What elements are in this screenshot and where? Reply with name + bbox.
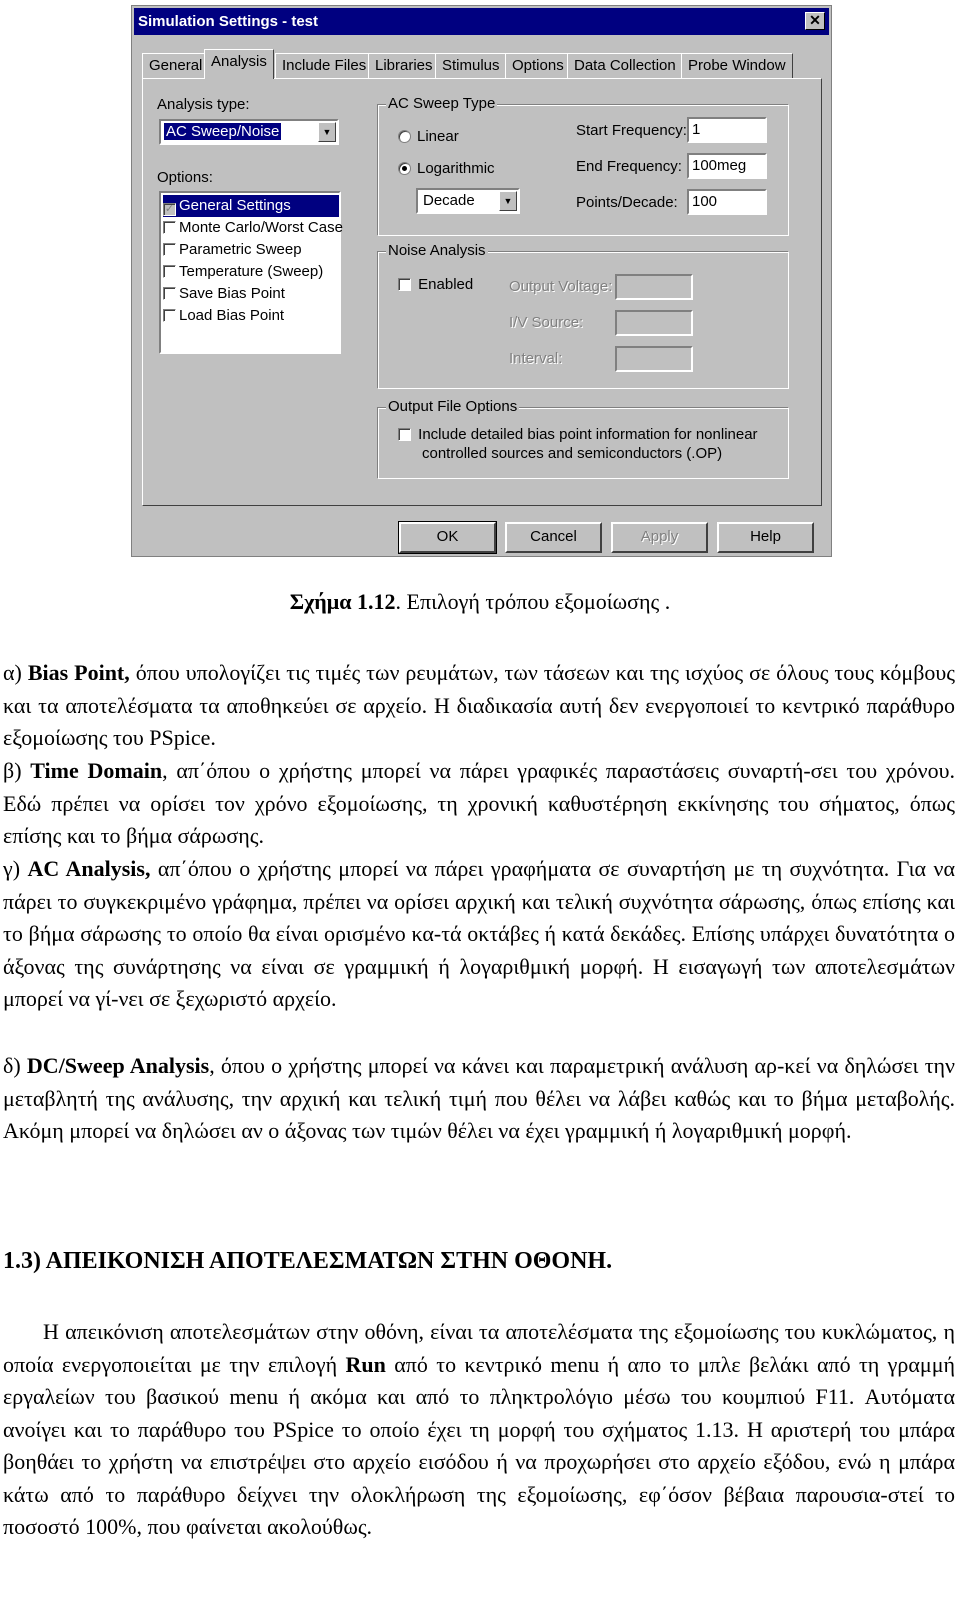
start-frequency-label: Start Frequency: bbox=[576, 122, 687, 139]
options-label: Options: bbox=[157, 169, 213, 186]
tab-include-files[interactable]: Include Files bbox=[275, 53, 373, 78]
paragraph-dc-sweep: δ) DC/Sweep Analysis, όπου ο χρήστης μπορεί να κάνει και παραμετρική ανάλυση αρ-κεί να δηλώσει την μεταβλητή της ανάλυσης, την αρχική και τελική τιμή που θέλει να λάβει καθώς και το βήμα μεταβολής. Ακόμη μπορεί να δηλώσει αν ο άξονας των τιμών θέλει να έχει γραμμική ή λογαριθμική μορφή. bbox=[3, 1053, 955, 1143]
output-voltage-label: Output Voltage: bbox=[509, 278, 613, 295]
interval-input[interactable] bbox=[615, 346, 693, 372]
analysis-type-label: Analysis type: bbox=[157, 96, 250, 113]
radio-logarithmic[interactable]: Logarithmic bbox=[398, 160, 495, 177]
interval-label: Interval: bbox=[509, 350, 563, 367]
paragraph-ac-analysis: γ) AC Analysis, απ΄όπου ο χρήστης μπορεί να πάρει γραφήματα σε συναρτήση με τη συχνότητα. Για να πάρει το συγκεκριμένο γράφημα, πρέπει να ορίσει αρχική και τελική συχνότητα σάρωσης, όπως επίσης και το βήμα σάρωσης το οποίο θα είναι ορισμένο κα-τά οκτάβες ή κατά δεκάδες. Επίσης υπάρχει δυνατότητα ο άξονας της συνάρτησης να είναι σε γραμμική ή λογαριθμική μορφή. Η εισαγωγή των αποτελεσμάτων μπορεί να γί-νει σε ξεχωριστό αρχείο. bbox=[3, 856, 955, 1011]
option-load-bias-point[interactable]: Load Bias Point bbox=[163, 305, 284, 327]
end-frequency-input[interactable]: 100meg bbox=[687, 153, 767, 179]
option-parametric-sweep[interactable]: Parametric Sweep bbox=[163, 239, 302, 261]
noise-analysis-group bbox=[377, 242, 789, 389]
output-voltage-input[interactable] bbox=[615, 274, 693, 300]
apply-button[interactable]: Apply bbox=[611, 522, 708, 553]
option-general-settings[interactable]: ✓ General Settings bbox=[163, 195, 339, 217]
analysis-type-value: AC Sweep/Noise bbox=[166, 123, 280, 140]
points-per-decade-label: Points/Decade: bbox=[576, 194, 678, 211]
checkbox-icon[interactable] bbox=[398, 278, 411, 291]
radio-selected-icon[interactable] bbox=[398, 162, 411, 175]
tab-data-collection[interactable]: Data Collection bbox=[567, 53, 683, 78]
tab-analysis[interactable]: Analysis bbox=[204, 49, 274, 79]
analysis-type-select[interactable] bbox=[159, 119, 339, 145]
help-button[interactable]: Help bbox=[717, 522, 814, 553]
ac-sweep-type-group bbox=[377, 95, 789, 236]
start-frequency-input[interactable]: 1 bbox=[687, 117, 767, 143]
end-frequency-label: End Frequency: bbox=[576, 158, 682, 175]
tab-probe-window[interactable]: Probe Window bbox=[681, 53, 793, 78]
iv-source-label: I/V Source: bbox=[509, 314, 584, 331]
chevron-down-icon[interactable]: ▼ bbox=[499, 191, 517, 211]
close-icon: ✕ bbox=[809, 12, 821, 28]
checkbox-icon[interactable] bbox=[163, 309, 176, 322]
points-per-decade-input[interactable]: 100 bbox=[687, 189, 767, 215]
figure-caption: Σχήμα 1.12. Επιλογή τρόπου εξομοίωσης . bbox=[289, 589, 671, 614]
radio-linear[interactable]: Linear bbox=[398, 128, 459, 145]
checkbox-icon[interactable] bbox=[163, 287, 176, 300]
ac-sweep-type-title: AC Sweep Type bbox=[388, 95, 496, 112]
ok-button[interactable]: OK bbox=[399, 522, 496, 553]
close-button[interactable] bbox=[805, 12, 825, 30]
option-save-bias-point[interactable]: Save Bias Point bbox=[163, 283, 285, 305]
option-temperature-sweep[interactable]: Temperature (Sweep) bbox=[163, 261, 323, 283]
log-scale-select[interactable] bbox=[416, 188, 520, 214]
paragraph-bias-point: α) Bias Point, όπου υπολογίζει τις τιμές των ρευμάτων, των τάσεων και της ισχύος σε όλους τους κόμβους και τα αποτελέσματα τα αποθηκεύει σε αρχείο. Η διαδικασία αυτή δεν ενεργοποιεί το κεντρικό παράθυρο εξομοίωσης του PSpice. bbox=[3, 660, 956, 750]
iv-source-input[interactable] bbox=[615, 310, 693, 336]
checkbox-icon[interactable] bbox=[163, 265, 176, 278]
section-heading: 1.3) ΑΠΕΙΚΟΝΙΣΗ ΑΠΟΤΕΛΕΣΜΑΤΩΝ ΣΤΗΝ ΟΘΟΝΗ. bbox=[3, 1248, 613, 1274]
cancel-button[interactable]: Cancel bbox=[505, 522, 602, 553]
paragraph-time-domain: β) Time Domain, απ΄όπου ο χρήστης μπορεί να πάρει γραφικές παραστάσεις συναρτή-σει του χρόνου. Εδώ πρέπει να ορίσει τον χρόνο εξομοίωσης, τη χρονική καθυστέρηση εκκίνησης του σήματος, όπως επίσης και το βήμα σάρωσης. bbox=[3, 758, 955, 848]
tab-options[interactable]: Options bbox=[505, 53, 571, 78]
dialog-title: Simulation Settings - test bbox=[138, 13, 319, 30]
noise-analysis-title: Noise Analysis bbox=[388, 242, 486, 259]
output-file-options-group bbox=[377, 398, 789, 479]
option-monte-carlo[interactable]: Monte Carlo/Worst Case bbox=[163, 217, 343, 239]
dialog-titlebar bbox=[134, 8, 829, 35]
options-list[interactable] bbox=[159, 191, 341, 354]
checkbox-icon[interactable] bbox=[163, 243, 176, 256]
simulation-settings-dialog bbox=[131, 5, 832, 557]
paragraph-results-display: Η απεικόνιση αποτελεσμάτων στην οθόνη, είναι τα αποτελέσματα της εξομοίωσης του κυκλώματος, η οποία ενεργοποιείται με την επιλογή Run από το κεντρικό menu ή απο το μπλε βελάκι από τη γραμμή εργαλείων του βασικού menu ή ακόμα και από το πληκτρολόγιο μέσω του κουμπιού F11. Αυτόματα ανοίγει και το παράθυρο του PSpice το οποίο έχει τη μορφή του σχήματος 1.13. Η αριστερή του μπάρα βοηθάει το χρήστη να επιστρέψει στο αρχείο εισόδου ή να προχωρήσει στο αρχείο εξόδου, ενώ η μπάρα κάτω από το παράθυρο δείχνει την ολοκλήρωση της εξομοίωσης, εφ΄όσον βέβαια παρουσια-στεί το ποσοστό 100%, που φαίνεται ακολούθως. bbox=[3, 1319, 955, 1539]
tab-stimulus[interactable]: Stimulus bbox=[435, 53, 507, 78]
tab-general[interactable]: General bbox=[142, 53, 209, 78]
tab-libraries[interactable]: Libraries bbox=[368, 53, 440, 78]
checkbox-icon[interactable] bbox=[163, 221, 176, 234]
checkbox-icon: ✓ bbox=[164, 203, 175, 215]
radio-icon[interactable] bbox=[398, 130, 411, 143]
output-file-options-title: Output File Options bbox=[388, 398, 518, 415]
include-bias-checkbox[interactable]: Include detailed bias point information for nonlinear bbox=[398, 426, 758, 443]
analysis-tab-panel bbox=[142, 78, 822, 506]
log-scale-value: Decade bbox=[423, 192, 475, 209]
chevron-down-icon[interactable]: ▼ bbox=[318, 122, 336, 142]
checkbox-icon[interactable] bbox=[398, 428, 411, 441]
include-bias-label-line2: controlled sources and semiconductors (.OP) bbox=[422, 445, 723, 462]
noise-enabled-checkbox[interactable]: Enabled bbox=[398, 276, 473, 293]
